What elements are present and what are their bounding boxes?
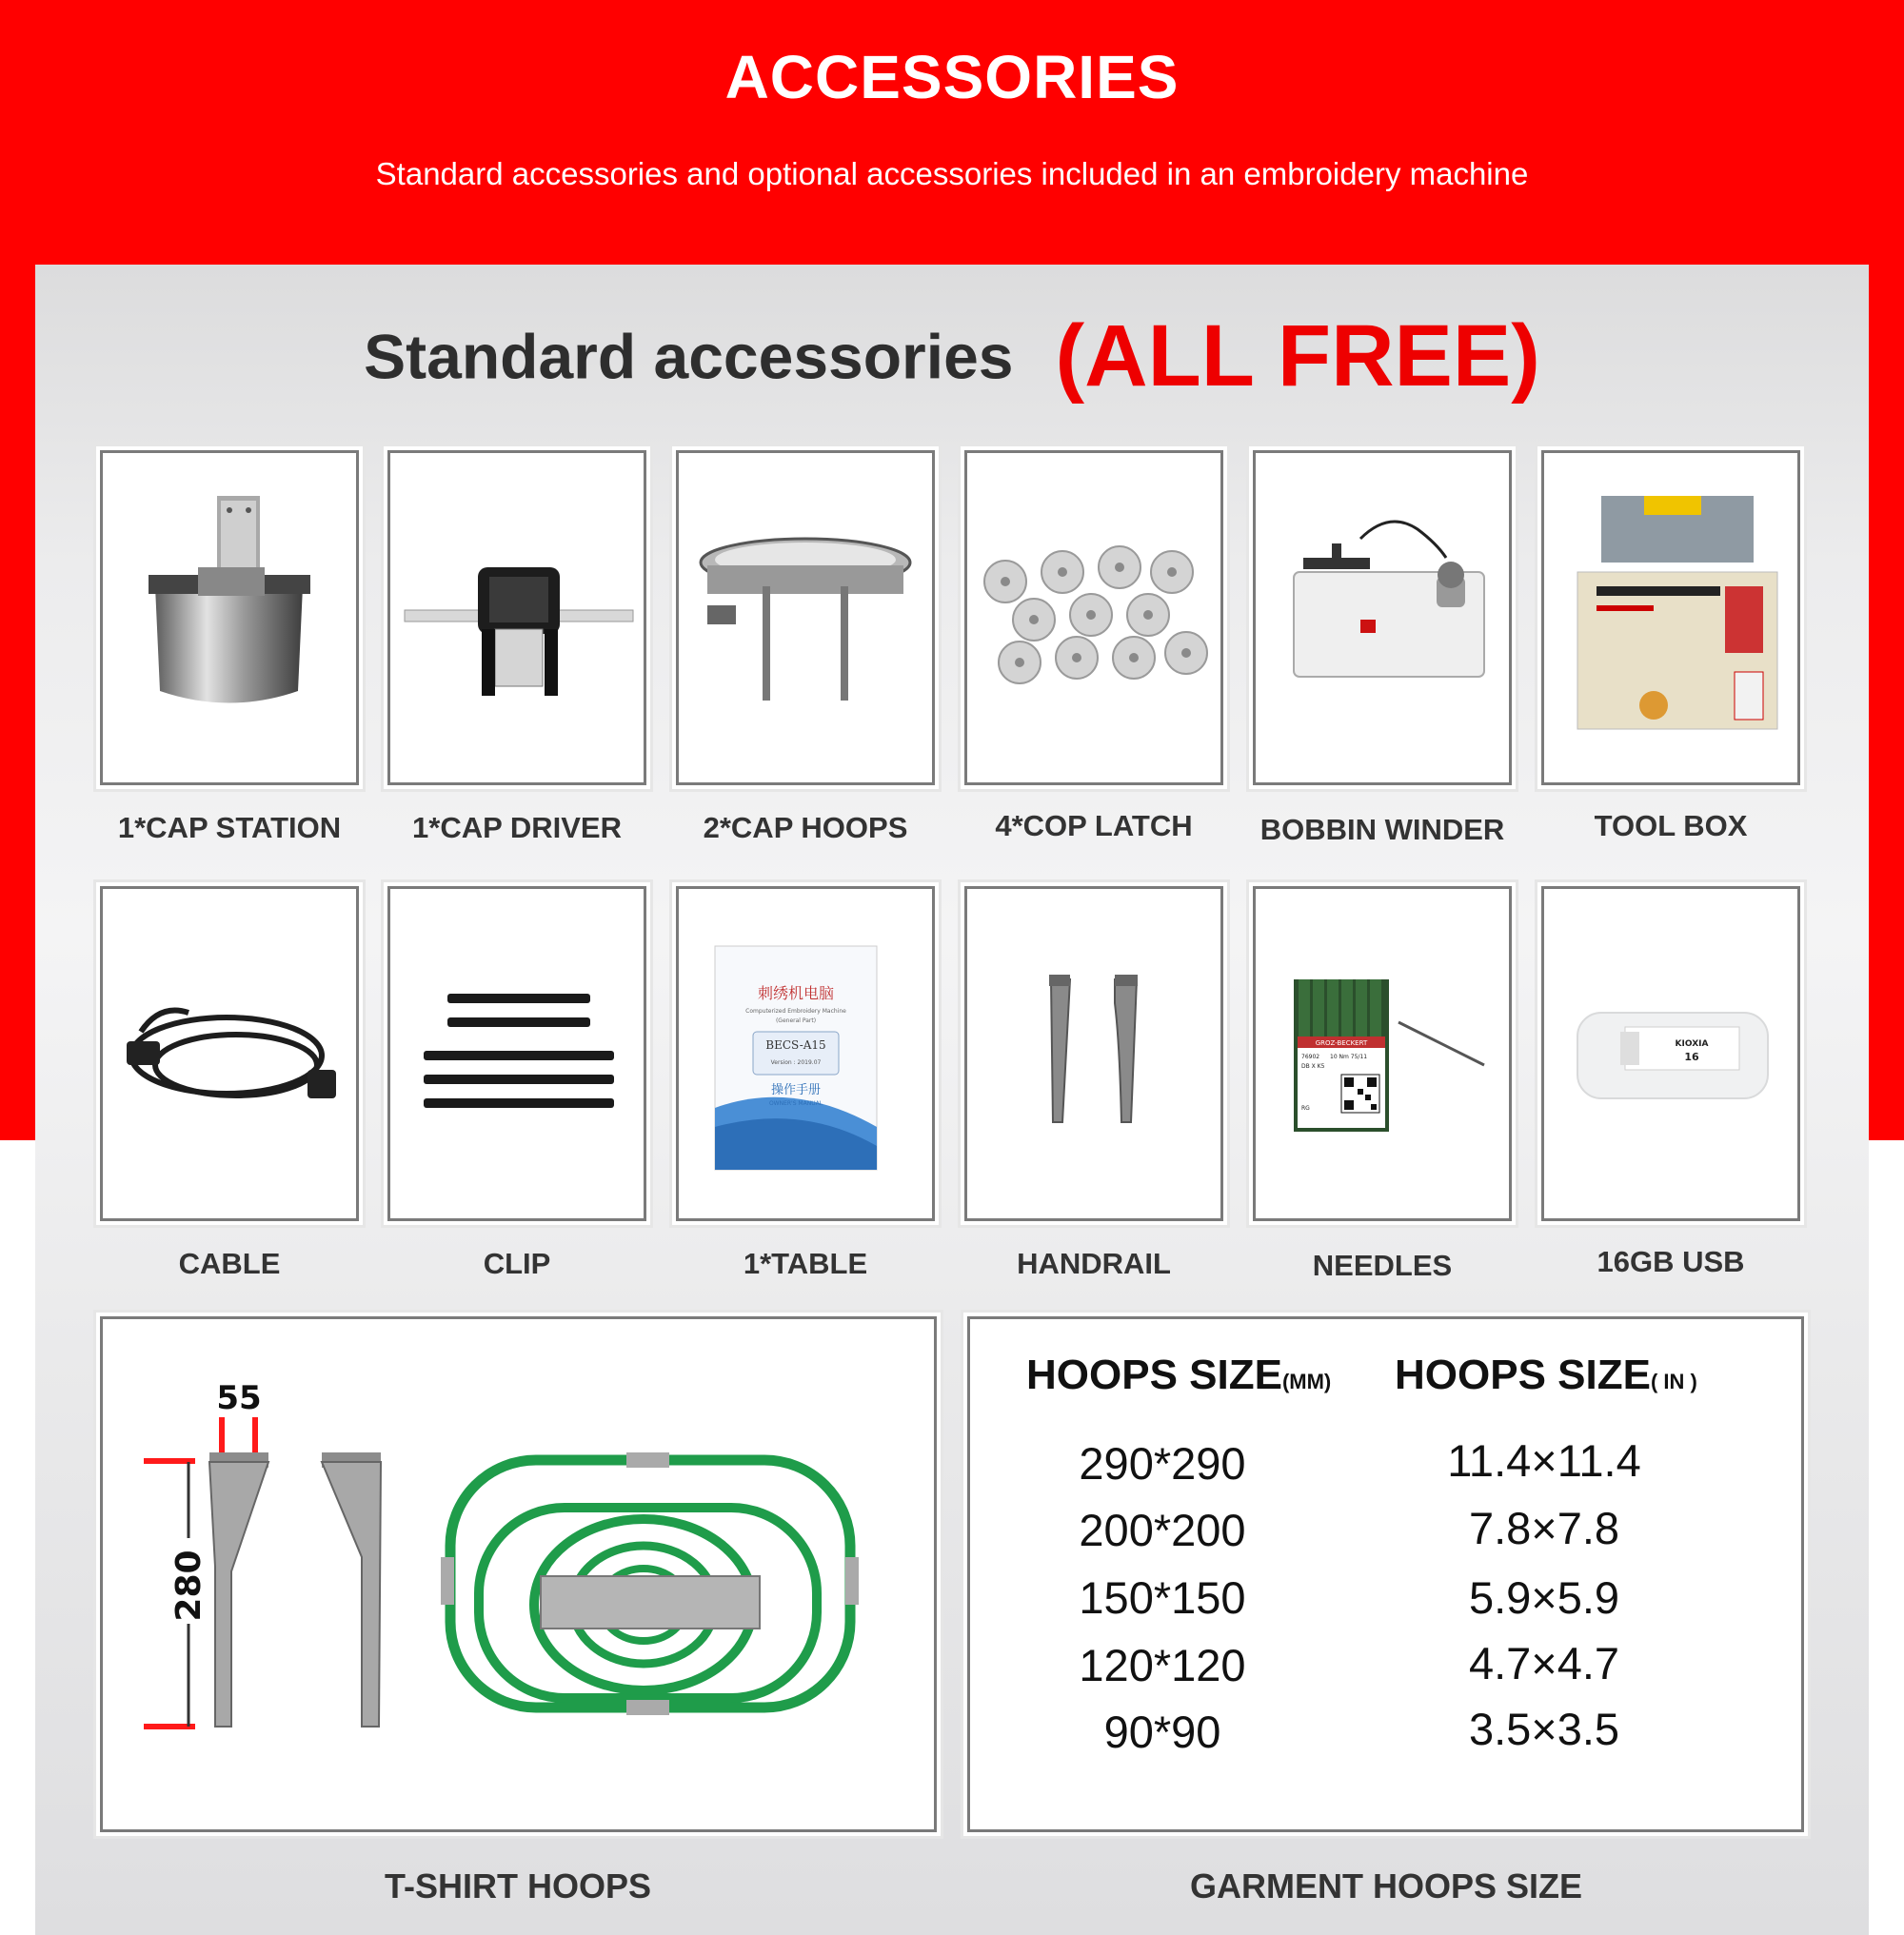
cap-driver-icon — [390, 453, 644, 782]
needles-icon — [1256, 889, 1509, 1218]
qr-code-icon — [1341, 1075, 1379, 1113]
label-bobbin-winder: BOBBIN WINDER — [1259, 813, 1505, 846]
tool-box-icon — [1544, 453, 1797, 782]
tshirt-hoops-box — [96, 1313, 941, 1836]
hoops-size-in-heading: HOOPS SIZE( IN ) — [1395, 1352, 1697, 1398]
manual-title-cn: 刺绣机电脑 — [757, 984, 835, 1002]
page-subtitle: Standard accessories and optional accessories included in an embroidery machine — [375, 156, 1529, 191]
label-cap-station: 1*CAP STATION — [117, 811, 342, 844]
tile-needles — [1249, 882, 1516, 1225]
hoop-mm-0: 290*290 — [1079, 1438, 1246, 1489]
section-heading — [0, 306, 1904, 406]
tile-bobbin-winder — [1249, 446, 1516, 789]
needles-code: DB X K5 — [1301, 1063, 1325, 1070]
hoop-mm-3: 120*120 — [1079, 1640, 1246, 1690]
tile-cap-driver — [384, 446, 650, 789]
tile-cop-latch — [961, 446, 1227, 789]
hoop-mm-1: 200*200 — [1079, 1505, 1246, 1555]
tile-cable — [96, 882, 363, 1225]
manual-part: (General Part) — [775, 1017, 817, 1024]
hoop-mm-2: 150*150 — [1079, 1572, 1246, 1623]
power-cable-icon — [103, 889, 356, 1218]
label-table: 1*TABLE — [743, 1247, 868, 1280]
tile-tool-box — [1537, 446, 1804, 789]
label-clip: CLIP — [483, 1247, 551, 1280]
dim-width-label: 55 — [216, 1379, 262, 1417]
tile-handrail — [961, 882, 1227, 1225]
clip-icon — [390, 889, 644, 1218]
needles-number: 76902 — [1301, 1054, 1320, 1060]
label-tool-box: TOOL BOX — [1594, 809, 1748, 842]
tile-cap-hoops — [672, 446, 939, 789]
label-cap-driver: 1*CAP DRIVER — [412, 811, 622, 844]
label-handrail: HANDRAIL — [1017, 1247, 1171, 1280]
needles-finish: RG — [1301, 1105, 1310, 1112]
hoop-in-0: 11.4×11.4 — [1447, 1435, 1641, 1486]
bobbins-icon — [967, 453, 1220, 782]
hoop-mm-4: 90*90 — [1103, 1707, 1221, 1757]
label-cap-hoops: 2*CAP HOOPS — [703, 811, 908, 844]
usb-brand: KIOXIA — [1675, 1039, 1709, 1049]
manual-subtitle: Computerized Embroidery Machine — [745, 1008, 846, 1015]
dim-height-label: 280 — [169, 1550, 208, 1622]
manual-version: Version : 2019.07 — [770, 1059, 822, 1066]
hoops-size-mm-heading: HOOPS SIZE(MM) — [1026, 1352, 1332, 1398]
hoop-in-3: 4.7×4.7 — [1468, 1638, 1620, 1688]
tile-clip — [384, 882, 650, 1225]
manual-title2-cn: 操作手册 — [770, 1083, 822, 1097]
tshirt-hoops-illustration — [103, 1319, 934, 1829]
label-cop-latch: 4*COP LATCH — [995, 809, 1193, 842]
manual-model: BECS-A15 — [765, 1038, 826, 1052]
tile-cap-station — [96, 446, 363, 789]
all-free-badge: (ALL FREE) — [1055, 307, 1540, 405]
needles-size: 10 Nm 75/11 — [1330, 1054, 1368, 1060]
label-needles: NEEDLES — [1312, 1249, 1453, 1282]
manual-icon — [679, 889, 932, 1218]
hoop-in-2: 5.9×5.9 — [1468, 1572, 1620, 1623]
tshirt-bracket-icon — [209, 1452, 381, 1727]
page-title: ACCESSORIES — [724, 43, 1180, 111]
tile-usb — [1537, 882, 1804, 1225]
label-tshirt-hoops: T-SHIRT HOOPS — [384, 1866, 652, 1905]
usb-drive-icon — [1544, 889, 1797, 1218]
needles-brand: GROZ-BECKERT — [1315, 1039, 1368, 1047]
hoop-in-4: 3.5×3.5 — [1468, 1704, 1620, 1754]
bobbin-winder-icon — [1256, 453, 1509, 782]
manual-owners: OWNER'S MANUAL — [768, 1100, 823, 1107]
handrail-icon — [967, 889, 1220, 1218]
cap-hoops-icon — [679, 453, 932, 782]
section-title: Standard accessories — [364, 321, 1014, 392]
label-usb: 16GB USB — [1597, 1245, 1745, 1278]
cap-station-icon — [103, 453, 356, 782]
label-garment-hoops-size: GARMENT HOOPS SIZE — [1189, 1866, 1583, 1905]
usb-capacity: 16 — [1684, 1051, 1699, 1063]
tile-table — [672, 882, 939, 1225]
hoop-in-1: 7.8×7.8 — [1468, 1503, 1620, 1553]
label-cable: CABLE — [178, 1247, 281, 1280]
